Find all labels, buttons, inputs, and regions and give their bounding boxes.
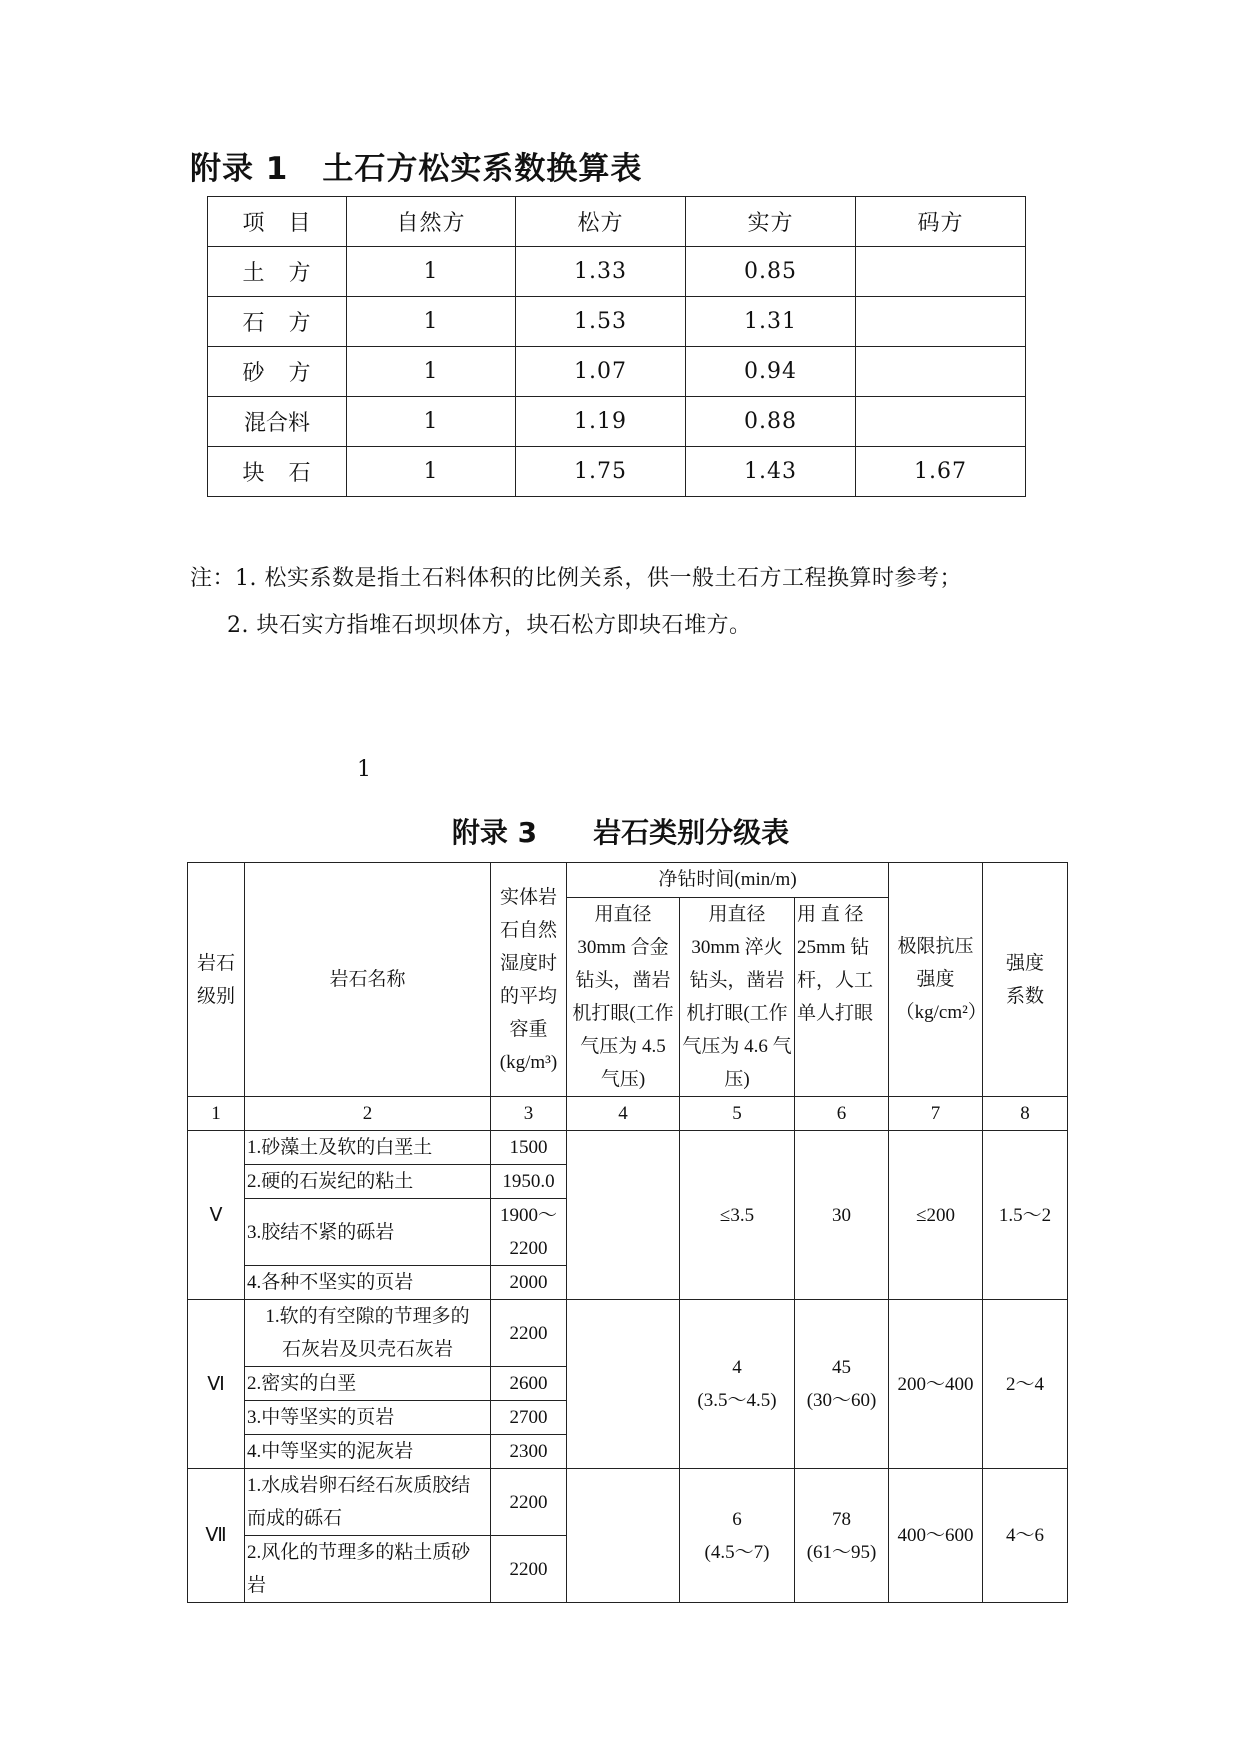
rock-name: 1.砂藻土及软的白垩土 [245,1131,491,1165]
table-row [188,1469,1068,1536]
rock-density: 2000 [491,1266,567,1300]
row-label: 土 方 [208,247,347,297]
row-label: 砂 方 [208,347,347,397]
column-number-row [188,1097,1068,1131]
note-line-2: 2. 块石实方指堆石坝坝体方，块石松方即块石堆方。 [227,613,752,638]
header-drill-2: 用直径 30mm 淬火钻头，凿岩机打眼(工作气压为 4.6 气压) [680,898,795,1097]
rock-name: 3.中等坚实的页岩 [245,1401,491,1435]
drill-3-main: 78 [832,1508,852,1530]
table-cell: 1 [347,347,516,397]
table-cell: 0.85 [686,247,856,297]
table-cell [856,347,1026,397]
table-cell: 1 [347,297,516,347]
header-coef [983,863,1068,1097]
header-drill-1: 用直径 30mm 合金钻头，凿岩机打眼(工作气压为 4.5 气压) [567,898,680,1097]
rock-name: 2.硬的石炭纪的粘土 [245,1165,491,1199]
coef-value: 4～6 [983,1469,1068,1603]
conversion-table [207,196,1026,497]
appendix1-title-text: 土石方松实系数换算表 [322,151,643,187]
page-number: 1 [357,757,371,782]
header-row-1 [188,863,1068,898]
drill-2-range: (4.5～7) [704,1541,770,1563]
drill-3-range: (61～95) [806,1541,877,1563]
appendix1-title-number: 附录 1 [190,151,289,187]
rock-name: 2.密实的白垩 [245,1367,491,1401]
appendix1-title [190,143,642,188]
rock-density: 2200 [491,1469,567,1536]
drill-2-value [680,1469,795,1603]
row-label: 石 方 [208,297,347,347]
drill-3-value [795,1300,889,1469]
table-cell: 1.19 [516,397,686,447]
appendix3-title-number: 附录 3 [451,816,538,849]
table-cell: 1.43 [686,447,856,497]
table-cell: 1 [347,397,516,447]
grade-v: Ⅴ [188,1131,245,1300]
coef-value: 1.5～2 [983,1131,1068,1300]
header-grade-text: 岩石级别 [196,952,235,1007]
table-cell: 1.31 [686,297,856,347]
grade-vi: Ⅵ [188,1300,245,1469]
column-number: 6 [795,1097,889,1131]
drill-2-main: 6 [732,1508,742,1530]
rock-name: 4.各种不坚实的页岩 [245,1266,491,1300]
rock-density: 1950.0 [491,1165,567,1199]
table-cell [856,397,1026,447]
header-density [491,863,567,1097]
row-label: 混合料 [208,397,347,447]
column-number: 7 [889,1097,983,1131]
strength-value: 200～400 [889,1300,983,1469]
table-row [188,1300,1068,1367]
header-strength [889,863,987,1097]
header-natural: 自然方 [347,197,516,247]
header-name: 岩石名称 [245,863,491,1097]
table-cell: 1 [347,447,516,497]
drill-2-range: (3.5～4.5) [697,1390,777,1411]
table-row [208,297,1026,347]
table-cell: 0.88 [686,397,856,447]
grade-vii: Ⅶ [188,1469,245,1603]
table-cell: 0.94 [686,347,856,397]
header-item: 项 目 [208,197,347,247]
drill-1-value [567,1300,680,1469]
table-row [188,1131,1068,1165]
table-cell: 1.75 [516,447,686,497]
coef-value: 2～4 [983,1300,1068,1469]
column-number: 4 [567,1097,680,1131]
rock-name-text: 1.软的有空隙的节理多的石灰岩及贝壳石灰岩 [265,1306,470,1360]
column-number: 3 [491,1097,567,1131]
drill-3-value: 30 [795,1131,889,1300]
column-number: 1 [188,1097,245,1131]
table-row [208,247,1026,297]
appendix3-title [0,811,1241,851]
header-loose: 松方 [516,197,686,247]
drill-2-value: ≤3.5 [680,1131,795,1300]
table-row [208,397,1026,447]
rock-name: 2.风化的节理多的粘土质砂岩 [245,1536,491,1603]
appendix3-title-text: 岩石类别分级表 [593,816,790,849]
table-cell: 1.07 [516,347,686,397]
header-drill-3: 用 直 径 25mm 钻杆，人工单人打眼 [795,898,889,1097]
drill-1-value [567,1131,680,1300]
table-header-row [208,197,1026,247]
rock-name: 1.水成岩卵石经石灰质胶结而成的砾石 [245,1469,491,1536]
rock-density: 2600 [491,1367,567,1401]
header-density-text: 实体岩石自然湿度时的平均容重(kg/m³) [499,886,558,1073]
drill-1-value [567,1469,680,1603]
rock-density: 2200 [491,1536,567,1603]
rock-density: 1500 [491,1131,567,1165]
drill-2-main: 4 [732,1357,742,1378]
table-cell: 1.53 [516,297,686,347]
rock-name [245,1300,491,1367]
table-cell: 1 [347,247,516,297]
rock-density: 2700 [491,1401,567,1435]
table-cell: 1.33 [516,247,686,297]
row-label: 块 石 [208,447,347,497]
drill-3-main: 45 [832,1357,852,1378]
table-cell [856,297,1026,347]
rock-name: 3.胶结不紧的砾岩 [245,1199,491,1266]
rock-density: 2200 [491,1300,567,1367]
column-number: 2 [245,1097,491,1131]
column-number: 8 [983,1097,1068,1131]
rock-name: 4.中等坚实的泥灰岩 [245,1435,491,1469]
column-number: 5 [680,1097,795,1131]
table-row [208,447,1026,497]
header-stacked: 码方 [856,197,1026,247]
rock-classification-table [187,862,1068,1603]
rock-density [491,1199,567,1266]
table-row [208,347,1026,397]
header-drill-time: 净钻时间(min/m) [567,863,889,898]
strength-value: 400～600 [889,1469,983,1603]
note-line-1: 注：1. 松实系数是指土石料体积的比例关系，供一般土石方工程换算时参考； [190,566,962,591]
rock-density-text: 1900～2200 [499,1205,557,1259]
table-cell: 1.67 [856,447,1026,497]
drill-2-value [680,1300,795,1469]
header-grade [188,863,245,1097]
drill-3-range: (30～60) [806,1390,877,1411]
header-strength-text: 极限抗压强度（kg/cm²） [895,936,987,1023]
drill-3-value [795,1469,889,1603]
strength-value: ≤200 [889,1131,983,1300]
header-compact: 实方 [686,197,856,247]
table-cell [856,247,1026,297]
header-coef-text: 强度系数 [1006,952,1045,1007]
rock-density: 2300 [491,1435,567,1469]
